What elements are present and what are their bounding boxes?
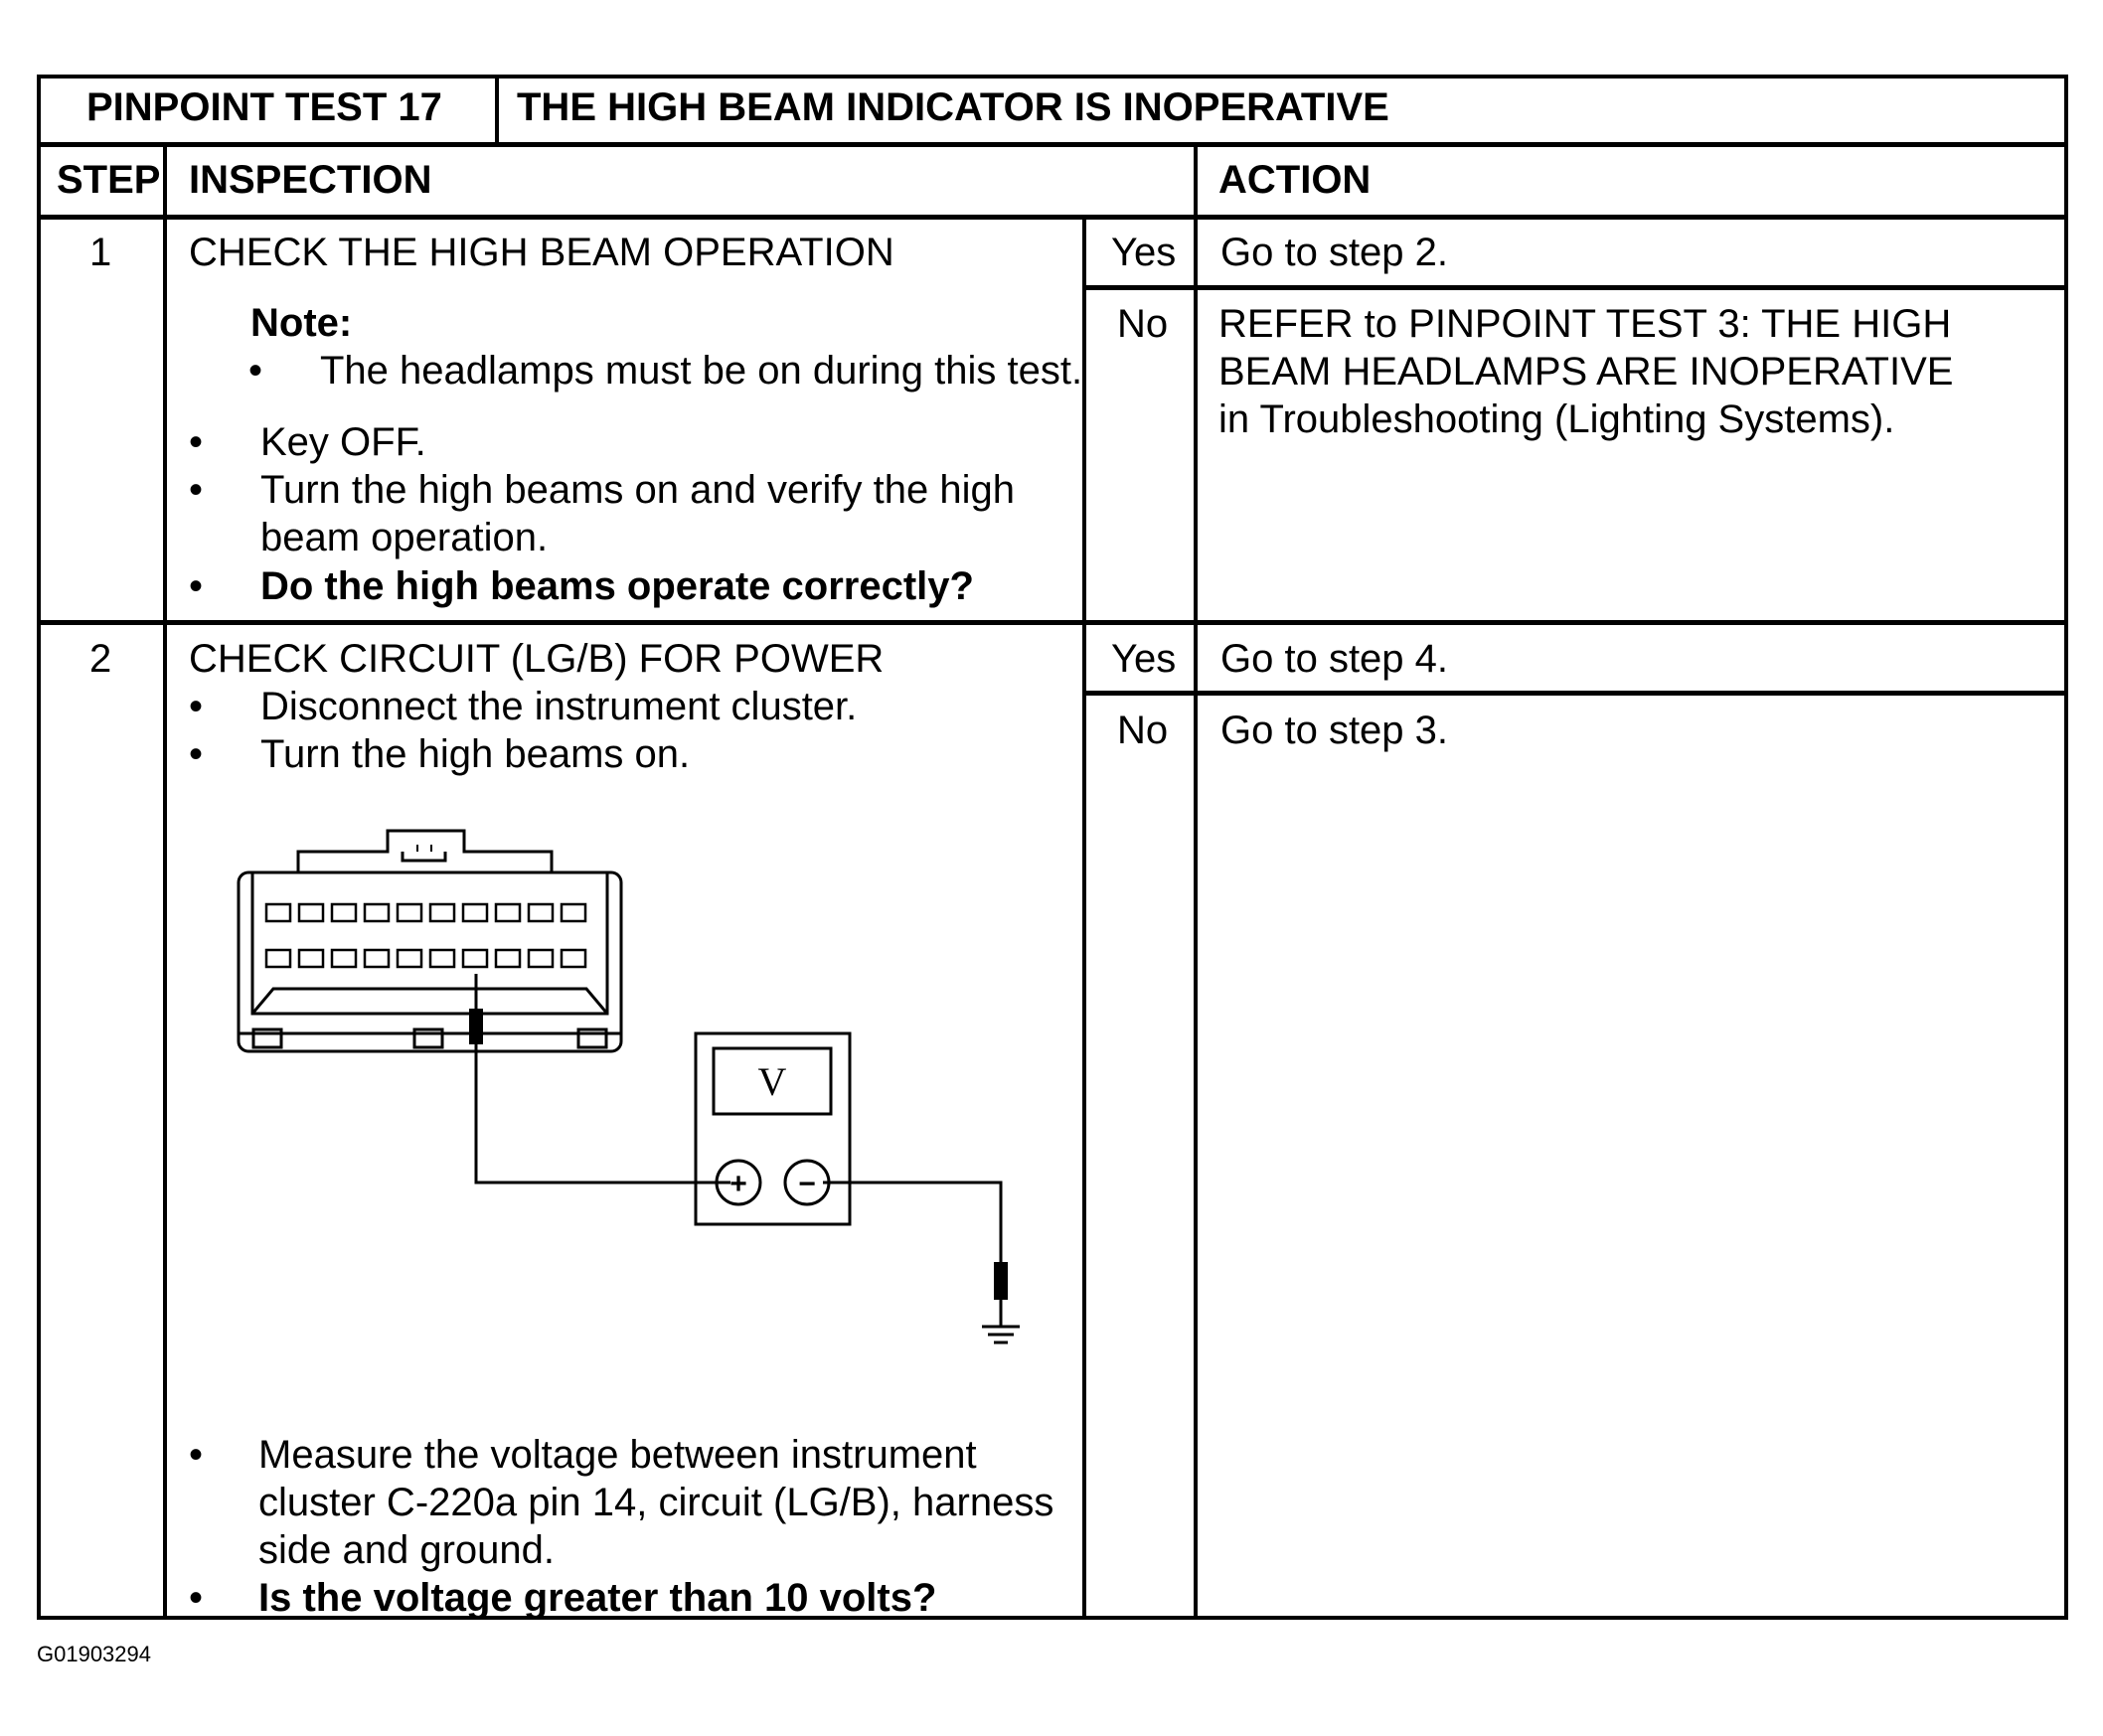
step-1-note-label: Note: (250, 301, 353, 345)
connector-pin (332, 904, 356, 921)
step-1-question: Do the high beams operate correctly? (260, 564, 974, 608)
connector-pin (299, 950, 323, 967)
voltmeter-label: V (757, 1059, 787, 1104)
connector-pin (365, 904, 389, 921)
step-2-no-action: Go to step 3. (1220, 709, 1449, 752)
step-1-title: CHECK THE HIGH BEAM OPERATION (189, 231, 894, 274)
bullet: • (189, 685, 204, 728)
test-label: PINPOINT TEST 17 (86, 85, 442, 129)
bullet: • (189, 1576, 204, 1620)
connector-pin (562, 904, 585, 921)
ground-probe-tip (994, 1262, 1008, 1300)
connector-pin (430, 950, 454, 967)
connector-pin (398, 904, 421, 921)
probe-tip (469, 1009, 483, 1044)
column-header-action: ACTION (1218, 158, 1372, 202)
connector-pin (299, 904, 323, 921)
bullet: • (189, 564, 204, 608)
connector-pin (562, 950, 585, 967)
step-2-measure: cluster C-220a pin 14, circuit (LG/B), harness (258, 1481, 1054, 1524)
connector-pin (430, 904, 454, 921)
connector-pin (529, 950, 553, 967)
connector-icon (239, 831, 621, 1051)
step-2-question: Is the voltage greater than 10 volts? (258, 1576, 937, 1620)
step-1-item: beam operation. (260, 516, 549, 559)
bullet: • (248, 349, 263, 393)
step-2-title: CHECK CIRCUIT (LG/B) FOR POWER (189, 637, 885, 681)
connector-pin (463, 950, 487, 967)
bullet: • (189, 468, 204, 512)
connector-pin (266, 950, 290, 967)
connector-pin (463, 904, 487, 921)
connector-pin (529, 904, 553, 921)
bullet: • (189, 1433, 204, 1477)
step-1-yes-label: Yes (1111, 231, 1177, 274)
connector-pin (266, 904, 290, 921)
step-2-measure: Measure the voltage between instrument (258, 1433, 977, 1477)
test-title: THE HIGH BEAM INDICATOR IS INOPERATIVE (517, 85, 1389, 129)
step-2-item: Turn the high beams on. (260, 732, 691, 776)
probe-wires (476, 974, 1001, 1262)
bullet: • (189, 732, 204, 776)
connector-pin (365, 950, 389, 967)
step-1-no-action: BEAM HEADLAMPS ARE INOPERATIVE (1218, 350, 1954, 394)
step-2-yes-label: Yes (1111, 637, 1177, 681)
ground-icon (982, 1300, 1020, 1342)
step-1-no-action: in Troubleshooting (Lighting Systems). (1218, 397, 1895, 441)
step-1-note-item: The headlamps must be on during this test. (320, 349, 1083, 393)
bullet: • (189, 420, 204, 464)
step-1-yes-action: Go to step 2. (1220, 231, 1449, 274)
step-1-number: 1 (89, 231, 112, 274)
column-header-inspection: INSPECTION (189, 158, 432, 202)
step-2-item: Disconnect the instrument cluster. (260, 685, 858, 728)
column-header-step: STEP (57, 158, 161, 202)
step-1-no-label: No (1117, 302, 1169, 346)
figure-id: G01903294 (37, 1642, 151, 1666)
plus-terminal: + (729, 1168, 747, 1200)
connector-pin (398, 950, 421, 967)
step-1-no-action: REFER to PINPOINT TEST 3: THE HIGH (1218, 302, 1952, 346)
step-1-item: Key OFF. (260, 420, 426, 464)
step-2-no-label: No (1117, 709, 1169, 752)
step-2-number: 2 (89, 637, 112, 681)
step-2-yes-action: Go to step 4. (1220, 637, 1449, 681)
minus-terminal: − (798, 1168, 816, 1200)
step-1-item: Turn the high beams on and verify the high (260, 468, 1015, 512)
connector-pin (496, 904, 520, 921)
step-2-measure: side and ground. (258, 1528, 556, 1572)
connector-pins (266, 904, 585, 967)
connector-pin (332, 950, 356, 967)
connector-pin (496, 950, 520, 967)
